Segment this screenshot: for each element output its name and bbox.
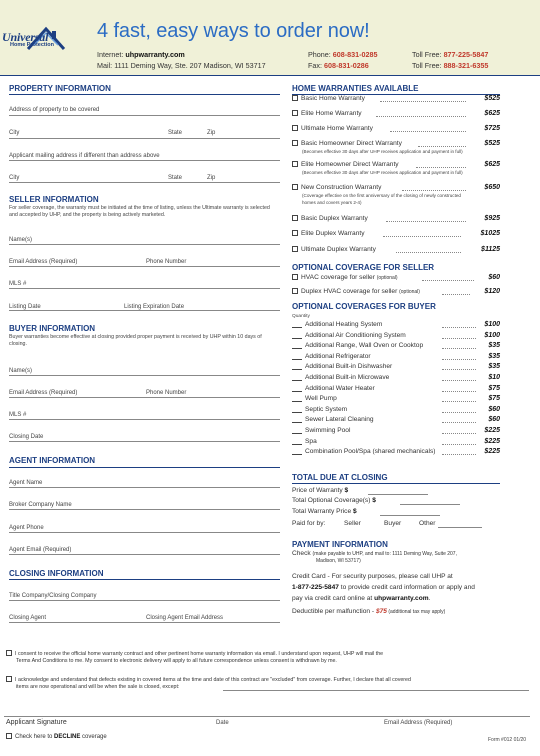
quantity-blank[interactable] — [292, 412, 302, 413]
warranty-basic-direct-note: (Becomes effective 30 days after UHP receives application and payment in full) — [302, 149, 463, 154]
closing-agent-field[interactable] — [9, 622, 280, 623]
total-warranty-row: Total Warranty Price $ — [292, 508, 357, 515]
agent-phone-field[interactable] — [9, 532, 280, 533]
agent-name-label: Agent Name — [9, 480, 43, 486]
credit-card-website[interactable]: uhpwarranty.com — [374, 595, 429, 602]
buyer-option-price: $10 — [488, 374, 500, 381]
credit-card-line-1: Credit Card - For security purposes, please call UHP at — [292, 573, 453, 580]
buyer-option-label: Additional Built-in Dishwasher — [305, 363, 393, 371]
optional-seller-title: OPTIONAL COVERAGE FOR SELLER — [292, 263, 435, 272]
quantity-blank[interactable] — [292, 401, 302, 402]
credit-card-phone[interactable]: 1-877-225-5847 — [292, 584, 339, 591]
logo-subtitle: Home Protection — [10, 42, 55, 48]
closing-section-rule — [9, 579, 280, 580]
email-consent-checkbox[interactable] — [6, 650, 12, 656]
buyer-option-row[interactable] — [292, 385, 500, 394]
buyer-closing-date-field[interactable] — [9, 441, 280, 442]
warranty-option-elite-direct[interactable]: Elite Homeowner Direct Warranty $625 — [292, 161, 500, 170]
closing-section-title: CLOSING INFORMATION — [9, 569, 104, 578]
buyer-option-label: Additional Air Conditioning System — [305, 331, 406, 339]
checkbox[interactable] — [292, 95, 298, 101]
signature-date-label: Date — [216, 720, 229, 726]
total-warranty-field[interactable] — [380, 515, 440, 516]
internet-info: Internet: uhpwarranty.com — [97, 50, 185, 59]
warranty-option-basic-direct[interactable]: Basic Homeowner Direct Warranty $525 — [292, 140, 500, 149]
closing-agent-email-label: Closing Agent Email Address — [146, 615, 224, 621]
buyer-note: Buyer warranties become effective at closing provided proper payment is received by UHP within 10 days of closing. — [9, 334, 262, 347]
leader-dots — [442, 422, 476, 423]
quantity-blank[interactable] — [292, 338, 302, 339]
seller-listing-date-field[interactable] — [9, 310, 280, 311]
leader-dots — [442, 380, 476, 381]
payment-section-title: PAYMENT INFORMATION — [292, 540, 388, 549]
checkbox[interactable] — [292, 110, 298, 116]
buyer-option-label: Additional Built-in Microwave — [305, 374, 390, 381]
seller-listing-exp-label: Listing Expiration Date — [124, 304, 185, 310]
page-headline: 4 fast, easy ways to order now! — [97, 20, 370, 42]
exceptions-field[interactable] — [223, 690, 529, 691]
buyer-option-price: $225 — [484, 427, 500, 434]
mailing-state-label: State — [168, 175, 183, 181]
seller-section-title: SELLER INFORMATION — [9, 195, 99, 204]
total-section-title: TOTAL DUE AT CLOSING — [292, 473, 388, 482]
buyer-option-row[interactable] — [292, 353, 500, 362]
property-section-rule — [9, 94, 280, 95]
buyer-option-row[interactable] — [292, 342, 500, 351]
property-city-label: City — [9, 130, 20, 136]
warranty-elite-direct-note: (Becomes effective 30 days after UHP receives application and payment in full) — [302, 170, 463, 175]
leader-dots — [442, 391, 476, 392]
checkbox[interactable] — [292, 288, 298, 294]
warranties-section-title: HOME WARRANTIES AVAILABLE — [292, 84, 419, 93]
property-section-title: PROPERTY INFORMATION — [9, 84, 111, 93]
total-optional-row: Total Optional Coverage(s) $ — [292, 497, 376, 504]
quantity-blank[interactable] — [292, 422, 302, 423]
quantity-blank[interactable] — [292, 348, 302, 349]
buyer-option-row[interactable] — [292, 438, 500, 447]
buyer-option-price: $60 — [488, 405, 500, 413]
paid-by-label: Paid for by: — [292, 520, 326, 527]
quantity-blank[interactable] — [292, 444, 302, 445]
exclusions-ack-checkbox[interactable] — [6, 676, 12, 682]
checkbox[interactable] — [292, 215, 298, 221]
seller-email-label: Email Address (Required) — [9, 259, 78, 265]
leader-dots — [442, 401, 476, 402]
paid-by-seller-option[interactable]: Seller — [344, 520, 361, 527]
paid-by-other-field[interactable] — [438, 527, 482, 528]
mailing-address-field[interactable] — [9, 160, 280, 161]
property-state-label: State — [168, 130, 183, 136]
leader-dots — [442, 412, 476, 413]
seller-phone-label: Phone Number — [146, 259, 187, 265]
leader-dots — [442, 338, 476, 339]
broker-company-field[interactable] — [9, 509, 280, 510]
buyer-closing-date-label: Closing Date — [9, 434, 44, 440]
buyer-option-label: Septic System — [305, 405, 348, 413]
buyer-option-price: $100 — [484, 331, 500, 339]
agent-name-field[interactable] — [9, 487, 280, 488]
buyer-option-price: $60 — [488, 416, 500, 424]
seller-listing-date-label: Listing Date — [9, 304, 41, 310]
quantity-label: Quantity — [292, 314, 310, 319]
deductible-line: Deductible per malfunction - $75 (additional tax may apply) — [292, 608, 446, 615]
buyer-option-row[interactable] — [292, 406, 500, 415]
buyer-option-price: $75 — [488, 395, 500, 403]
mailing-city-label: City — [9, 175, 20, 181]
payment-check-address: Madison, WI 53717) — [316, 558, 361, 564]
buyer-option-row[interactable] — [292, 395, 500, 404]
quantity-blank[interactable] — [292, 454, 302, 455]
leader-dots — [442, 359, 476, 360]
quantity-blank[interactable] — [292, 391, 302, 392]
checkbox[interactable] — [292, 246, 298, 252]
checkbox[interactable] — [292, 274, 298, 280]
buyer-option-price: $75 — [488, 384, 500, 392]
closing-company-label: Title Company/Closing Company — [9, 593, 97, 599]
seller-names-field[interactable] — [9, 244, 280, 245]
buyer-option-price: $100 — [484, 321, 500, 328]
buyer-option-label: Well Pump — [305, 395, 337, 403]
warranty-option-ultimate[interactable]: Ultimate Home Warranty $725 — [292, 125, 500, 134]
buyer-option-price: $35 — [488, 363, 500, 371]
buyer-mls-field[interactable] — [9, 419, 280, 420]
checkbox[interactable] — [292, 125, 298, 131]
checkbox[interactable] — [292, 230, 298, 236]
quantity-blank[interactable] — [292, 327, 302, 328]
logo-name: Universal — [2, 30, 49, 44]
quantity-blank[interactable] — [292, 369, 302, 370]
checkbox[interactable] — [292, 184, 298, 190]
decline-coverage-row: Check here to DECLINE coverage — [6, 733, 107, 740]
buyer-option-row[interactable] — [292, 448, 500, 457]
buyer-option-label: Additional Range, Wall Oven or Cooktop — [305, 342, 424, 350]
quantity-blank[interactable] — [292, 359, 302, 360]
warranty-option-basic[interactable]: Basic Home Warranty $525 — [292, 95, 500, 104]
buyer-email-label: Email Address (Required) — [9, 390, 78, 396]
buyer-email-field[interactable] — [9, 397, 280, 398]
credit-card-line-2: 1-877-225-5847 to provide credit card information or apply and — [292, 584, 475, 591]
property-address-field[interactable] — [9, 115, 280, 116]
buyer-option-price: $35 — [488, 342, 500, 350]
property-address-label: Address of property to be covered — [9, 107, 100, 113]
buyer-option-label: Combination Pool/Spa (shared mechanicals) — [305, 448, 436, 456]
buyer-option-label: Sewer Lateral Cleaning — [305, 416, 374, 424]
buyer-mls-label: MLS # — [9, 412, 27, 418]
buyer-option-label: Spa — [305, 437, 317, 445]
warranty-option-basic-duplex[interactable]: Basic Duplex Warranty $925 — [292, 215, 500, 224]
buyer-option-row[interactable] — [292, 374, 500, 383]
leader-dots — [442, 369, 476, 370]
tollfree-info-1: Toll Free: 877-225-5847 — [412, 50, 489, 59]
warranty-option-elite[interactable]: Elite Home Warranty $625 — [292, 110, 500, 119]
seller-names-label: Name(s) — [9, 237, 33, 243]
agent-email-field[interactable] — [9, 554, 280, 555]
buyer-option-label: Additional Heating System — [305, 321, 383, 328]
header-banner — [0, 0, 540, 76]
buyer-option-price: $225 — [484, 448, 500, 456]
seller-note: For seller coverage, the warranty must be initiated at the time of listing, unless the Ultimate warranty is selected and accepted by UHP, and the property is being actively marketed. — [9, 205, 270, 218]
buyer-names-label: Name(s) — [9, 368, 33, 374]
leader-dots — [442, 433, 476, 434]
checkbox[interactable] — [292, 161, 298, 167]
buyer-names-field[interactable] — [9, 375, 280, 376]
website-link[interactable]: uhpwarranty.com — [125, 50, 185, 59]
buyer-section-title: BUYER INFORMATION — [9, 324, 96, 333]
mailing-zip-label: Zip — [207, 175, 216, 181]
mail-info: Mail: 1111 Deming Way, Ste. 207 Madison, WI 53717 — [97, 61, 266, 70]
leader-dots — [442, 454, 476, 455]
seller-mls-label: MLS # — [9, 281, 27, 287]
agent-section-title: AGENT INFORMATION — [9, 456, 96, 465]
buyer-option-price: $35 — [488, 352, 500, 360]
quantity-blank[interactable] — [292, 433, 302, 434]
form-number: Form #012 01/20 — [488, 737, 527, 743]
buyer-option-row[interactable] — [292, 332, 500, 341]
seller-hvac-option[interactable]: HVAC coverage for seller (optional) $60 — [292, 274, 500, 283]
agent-email-label: Agent Email (Required) — [9, 547, 72, 553]
warranty-option-elite-duplex[interactable]: Elite Duplex Warranty $1025 — [292, 230, 500, 239]
checkbox[interactable] — [292, 140, 298, 146]
quantity-blank[interactable] — [292, 380, 302, 381]
phone-info: Phone: 608-831-0285 — [308, 50, 378, 59]
tollfree-info-2: Toll Free: 888-321-6355 — [412, 61, 489, 70]
property-city-field[interactable] — [9, 138, 280, 139]
price-of-warranty-field[interactable] — [368, 494, 428, 495]
mailing-address-label: Applicant mailing address if different than address above — [9, 153, 160, 159]
signature-field[interactable] — [4, 716, 530, 717]
broker-company-label: Broker Company Name — [9, 502, 72, 508]
applicant-signature-label: Applicant Signature — [6, 719, 67, 726]
seller-email-field[interactable] — [9, 266, 280, 267]
buyer-option-row[interactable] — [292, 363, 500, 372]
mailing-city-field[interactable] — [9, 182, 280, 183]
buyer-phone-label: Phone Number — [146, 390, 187, 396]
warranty-option-ultimate-duplex[interactable]: Ultimate Duplex Warranty $1125 — [292, 246, 500, 255]
agent-phone-label: Agent Phone — [9, 525, 44, 531]
closing-company-field[interactable] — [9, 600, 280, 601]
buyer-option-label: Additional Water Heater — [305, 384, 375, 392]
payment-check-row: Check (make payable to UHP, and mail to: 1111 Deming Way, Suite 207, — [292, 550, 457, 557]
warranty-option-new-construction[interactable]: New Construction Warranty $650 — [292, 184, 500, 193]
buyer-option-price: $225 — [484, 437, 500, 445]
buyer-option-label: Swimming Pool — [305, 427, 351, 434]
agent-section-rule — [9, 467, 280, 468]
paid-by-other-option[interactable]: Other — [419, 520, 436, 527]
warranty-new-construction-note-2: homes and covers years 2-4) — [302, 200, 362, 205]
warranty-new-construction-note: (Coverage effective on the first anniversary of the closing of newly constructed — [302, 193, 461, 198]
seller-duplex-hvac-option[interactable]: Duplex HVAC coverage for seller (optional) $120 — [292, 288, 500, 297]
property-zip-label: Zip — [207, 130, 216, 136]
seller-mls-field[interactable] — [9, 288, 280, 289]
buyer-option-row[interactable] — [292, 321, 500, 330]
fax-info: Fax: 608-831-0286 — [308, 61, 369, 70]
signature-email-label: Email Address (Required) — [384, 720, 453, 726]
total-section-rule — [292, 483, 500, 484]
email-consent-row: I consent to receive the official home warranty contract and other pertinent home warranty information via email. I understand upon request, UHP will mail the Terms And Conditions to me. My consent to electronic delivery will apply to all future correspondence unless consent is withdrawn by me. — [6, 650, 526, 665]
leader-dots — [442, 348, 476, 349]
total-optional-field[interactable] — [400, 504, 460, 505]
price-of-warranty-row: Price of Warranty $ — [292, 487, 349, 494]
buyer-option-row[interactable] — [292, 416, 500, 425]
leader-dots — [442, 444, 476, 445]
leader-dots — [442, 327, 476, 328]
optional-buyer-title: OPTIONAL COVERAGES FOR BUYER — [292, 302, 436, 311]
paid-by-buyer-option[interactable]: Buyer — [384, 520, 402, 527]
closing-agent-label: Closing Agent — [9, 615, 47, 621]
exclusions-ack-row: I acknowledge and understand that defects existing in covered items at the time and date of this contract are "excluded" from coverage. Further, I declare that all covered items are now operational and will be when the sale is closed, except: — [6, 676, 526, 691]
credit-card-line-3: pay via credit card online at uhpwarranty.com. — [292, 595, 431, 602]
decline-coverage-checkbox[interactable] — [6, 733, 12, 739]
buyer-option-label: Additional Refrigerator — [305, 352, 371, 360]
buyer-option-row[interactable] — [292, 427, 500, 436]
